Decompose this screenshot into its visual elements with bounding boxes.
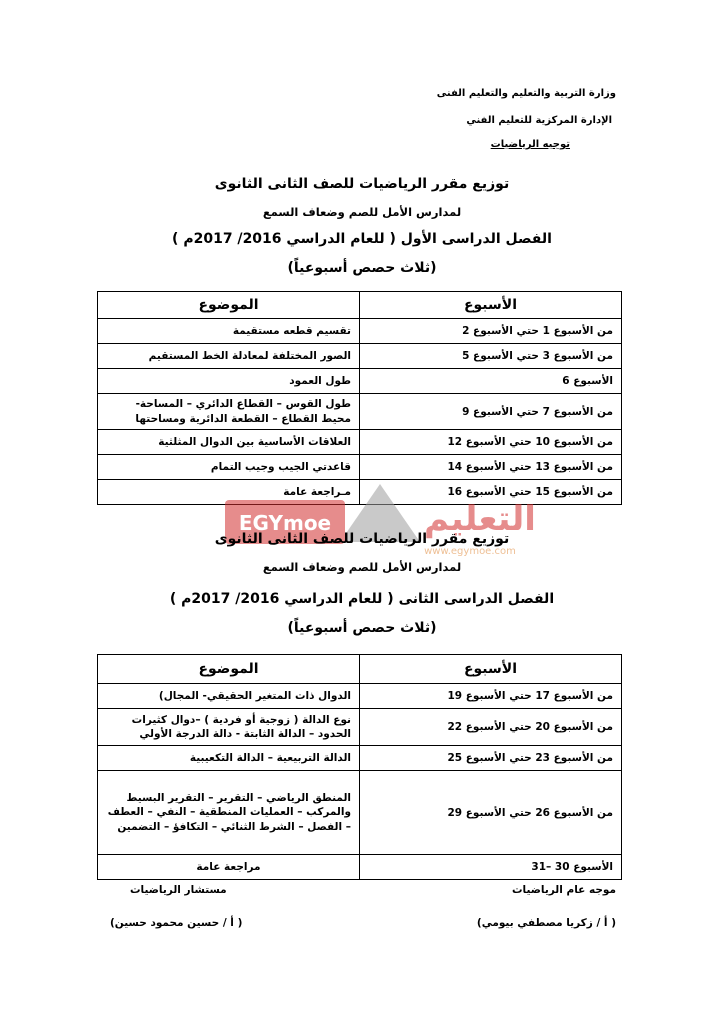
topic-cell: مـراجعة عامة	[98, 480, 360, 505]
term2-schedule-table	[97, 654, 622, 880]
office-name: توجيه الرياضيات	[490, 139, 570, 150]
term1-semester: الفصل الدراسى الأول ( للعام الدراسي 2016/ 2017م )	[172, 231, 552, 247]
table-row	[98, 319, 622, 344]
table-row	[98, 455, 622, 480]
department-name: الإدارة المركزية للتعليم الفني	[466, 115, 612, 126]
week-cell: من الأسبوع 15 حتي الأسبوع 16	[360, 480, 622, 505]
signature-right-title: موجه عام الرياضيات	[511, 884, 616, 896]
egymoe-watermark-logo	[215, 482, 545, 560]
column-header-topic: الموضوع	[98, 655, 360, 684]
week-cell: الأسبوع 6	[360, 369, 622, 394]
table-header-row	[98, 655, 622, 684]
table-row	[98, 709, 622, 746]
term2-periods: (ثلاث حصص أسبوعياً)	[287, 620, 437, 636]
topic-cell: طول القوس – القطاع الدائري – المساحة- محيط القطاع – القطعة الدائرية ومساحتها	[98, 394, 360, 430]
week-cell: الأسبوع 30 –31	[360, 855, 622, 880]
table-row	[98, 394, 622, 430]
signature-left-title: مستشار الرياضيات	[130, 884, 227, 896]
term1-title: توزيع مقرر الرياضيات للصف الثانى الثانوى	[214, 176, 510, 192]
week-cell: من الأسبوع 1 حتي الأسبوع 2	[360, 319, 622, 344]
week-cell: من الأسبوع 3 حتي الأسبوع 5	[360, 344, 622, 369]
topic-cell: الدوال ذات المتغير الحقيقي- المجال)	[98, 684, 360, 709]
week-cell: من الأسبوع 26 حتي الأسبوع 29	[360, 771, 622, 855]
term1-subtitle: لمدارس الأمل للصم وضعاف السمع	[262, 205, 462, 219]
table-row	[98, 684, 622, 709]
topic-cell: طول العمود	[98, 369, 360, 394]
table-row	[98, 746, 622, 771]
week-cell: من الأسبوع 20 حتي الأسبوع 22	[360, 709, 622, 746]
table-row	[98, 855, 622, 880]
topic-cell: الصور المختلفة لمعادلة الخط المستقيم	[98, 344, 360, 369]
week-cell: من الأسبوع 23 حتي الأسبوع 25	[360, 746, 622, 771]
week-cell: من الأسبوع 13 حتي الأسبوع 14	[360, 455, 622, 480]
topic-cell: الدالة التربيعية – الدالة التكعيبية	[98, 746, 360, 771]
ministry-name: وزارة التربية والتعليم والتعليم الفنى	[436, 88, 616, 99]
topic-cell: المنطق الرياضي – التقرير – التقرير البسيط والمركب – العمليات المنطقية – النفي – العطف – الفصل – الشرط الثنائي – التكافؤ – التضمين	[98, 771, 360, 855]
topic-cell: تقسيم قطعه مستقيمة	[98, 319, 360, 344]
column-header-week: الأسبوع	[360, 655, 622, 684]
term2-subtitle: لمدارس الأمل للصم وضعاف السمع	[262, 560, 462, 574]
term2-title: توزيع مقرر الرياضيات للصف الثانى الثانوى	[214, 531, 510, 547]
table-row	[98, 771, 622, 855]
signature-left-name: ( أ / حسين محمود حسين)	[110, 917, 243, 929]
week-cell: من الأسبوع 17 حتي الأسبوع 19	[360, 684, 622, 709]
watermark-brand-latin: EGYmoe	[238, 511, 332, 535]
topic-cell: مراجعة عامة	[98, 855, 360, 880]
table-row	[98, 344, 622, 369]
term1-schedule-table	[97, 291, 622, 505]
topic-cell: قاعدتي الجيب وجيب التمام	[98, 455, 360, 480]
week-cell: من الأسبوع 10 حتي الأسبوع 12	[360, 430, 622, 455]
term2-semester: الفصل الدراسى الثانى ( للعام الدراسي 2016/ 2017م )	[169, 591, 555, 607]
table-row	[98, 369, 622, 394]
week-cell: من الأسبوع 7 حتي الأسبوع 9	[360, 394, 622, 430]
topic-cell: نوع الدالة ( زوجية أو فردية ) –دوال كثيرات الحدود – الدالة الثابتة - دالة الدرجة الأولي	[98, 709, 360, 746]
watermark-brand-arabic: التعليم	[424, 499, 536, 539]
column-header-topic: الموضوع	[98, 292, 360, 319]
topic-cell: العلاقات الأساسية بين الدوال المثلثية	[98, 430, 360, 455]
term1-periods: (ثلاث حصص أسبوعياً)	[287, 260, 437, 276]
table-row	[98, 430, 622, 455]
signature-right-name: ( أ / زكريا مصطفي بيومي)	[476, 917, 616, 929]
table-header-row	[98, 292, 622, 319]
watermark-url: www.egymoe.com	[424, 546, 516, 557]
column-header-week: الأسبوع	[360, 292, 622, 319]
